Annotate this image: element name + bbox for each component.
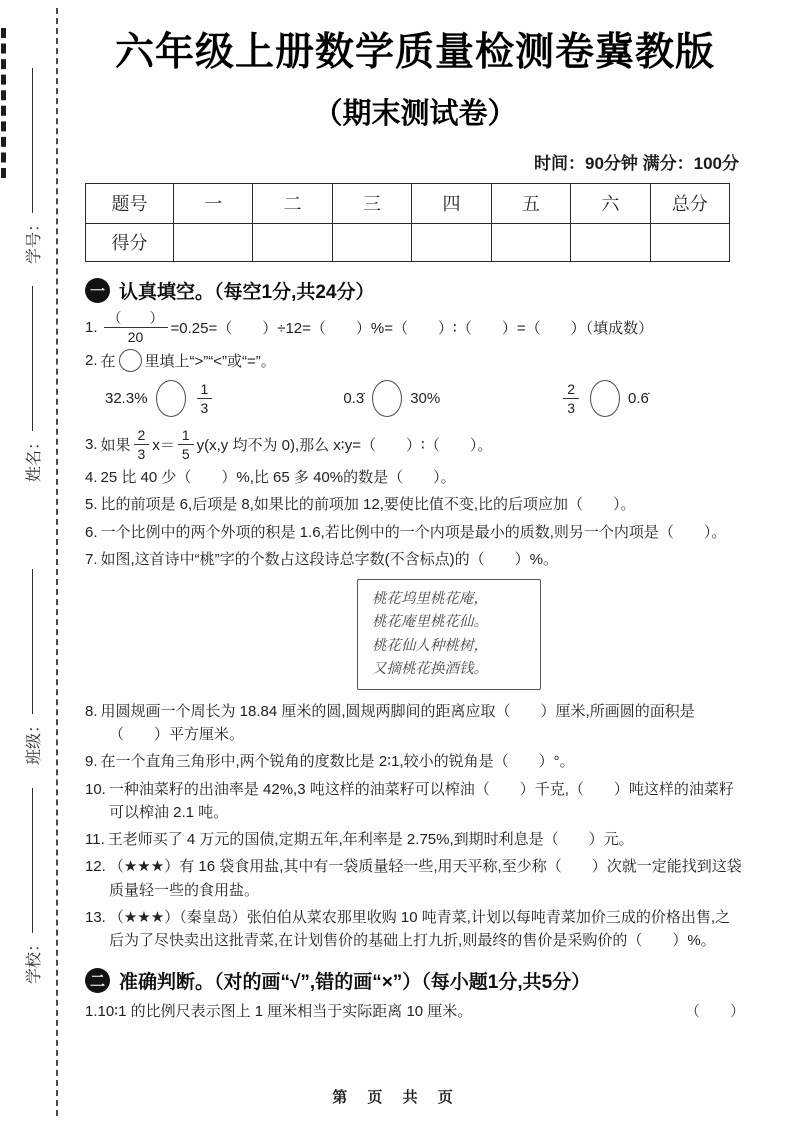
fraction xyxy=(197,381,213,416)
question-number: 1. xyxy=(85,1003,98,1021)
school-blank-line xyxy=(32,788,33,933)
score-header-cell: 总分 xyxy=(650,183,729,223)
sidebar-field-class xyxy=(20,569,44,765)
question-number: 5. xyxy=(85,496,98,514)
fraction xyxy=(178,427,194,462)
student-id-label: 学号： xyxy=(25,215,43,264)
score-table xyxy=(85,183,730,262)
fraction xyxy=(134,427,150,462)
exam-paper xyxy=(85,18,745,1029)
question-2 xyxy=(85,349,745,372)
question-number: 12. xyxy=(85,858,106,876)
question-text: 25 比 40 少（ ）%,比 65 多 40%的数是（ ）。 xyxy=(100,469,456,487)
question-6 xyxy=(85,521,745,544)
question-11 xyxy=(85,828,745,851)
poem-line: 又摘桃花换酒钱。 xyxy=(372,660,488,677)
question-7 xyxy=(85,548,745,571)
page-footer: 第 页 共 页 xyxy=(332,1089,461,1106)
page-subtitle: （期末测试卷） xyxy=(313,97,517,130)
question-2-comparison-items xyxy=(85,380,745,417)
sidebar-field-name xyxy=(20,286,44,482)
compare-circle-icon xyxy=(590,380,620,417)
fraction xyxy=(104,310,168,345)
question-10 xyxy=(85,778,745,825)
question-text: 10∶1 的比例尺表示图上 1 厘米相当于实际距离 10 厘米。 xyxy=(97,1003,473,1021)
fraction-denominator: 3 xyxy=(200,399,209,416)
question-text: 在一个直角三角形中,两个锐角的度数比是 2∶1,较小的锐角是（ ）°。 xyxy=(100,753,575,771)
question-number: 10. xyxy=(85,780,106,798)
question-number: 11. xyxy=(85,831,105,849)
section-two-header xyxy=(85,967,745,994)
question-number: 13. xyxy=(85,908,106,926)
class-blank-line xyxy=(32,569,33,714)
question-13 xyxy=(85,906,745,953)
score-cell xyxy=(650,223,729,261)
score-cell xyxy=(491,223,570,261)
section-one-number-icon: 一 xyxy=(85,278,110,303)
fraction-numerator: 1 xyxy=(178,427,194,445)
comparison-right-value: 0.6̇ xyxy=(628,389,649,407)
score-table-score-row xyxy=(86,223,730,261)
compare-circle-icon xyxy=(156,380,186,417)
question-number: 2. xyxy=(85,351,98,369)
score-header-cell: 题号 xyxy=(86,183,174,223)
score-cell xyxy=(253,223,332,261)
comparison-left-value: 0.3̇ xyxy=(343,389,365,407)
name-blank-line xyxy=(32,286,33,431)
score-table-header-row xyxy=(86,183,730,223)
question-text: 王老师买了 4 万元的国债,定期五年,年利率是 2.75%,到期时利息是（ ）元。 xyxy=(107,831,634,849)
sidebar-field-school xyxy=(20,788,44,984)
question-number: 3. xyxy=(85,436,98,454)
score-header-cell: 三 xyxy=(332,183,411,223)
fraction-numerator: 2 xyxy=(134,427,150,445)
section-two-number-icon: 二 xyxy=(85,968,110,993)
question-text: 在 xyxy=(100,352,116,370)
score-cell xyxy=(174,223,253,261)
question-number: 8. xyxy=(85,702,98,720)
fraction-numerator: 1 xyxy=(197,381,213,399)
poem-box xyxy=(357,579,541,690)
question-number: 6. xyxy=(85,523,98,541)
question-4 xyxy=(85,466,745,489)
question-12 xyxy=(85,855,745,902)
page-edge-marks xyxy=(1,28,6,178)
question-text: 一种油菜籽的出油率是 42%,3 吨这样的油菜籽可以榨油（ ）千克,（ ）吨这样的油菜籽可以榨油 2.1 吨。 xyxy=(108,780,734,821)
comparison-item-1 xyxy=(105,380,215,417)
question-text: （★★★）有 16 袋食用盐,其中有一袋质量轻一些,用天平称,至少称（ ）次就一定能找到这袋质量轻一些的食用盐。 xyxy=(108,858,742,899)
school-label: 学校： xyxy=(25,935,43,984)
question-8 xyxy=(85,700,745,747)
compare-circle-icon xyxy=(119,349,142,372)
question-number: 1. xyxy=(85,318,98,336)
judge-question-1 xyxy=(85,1000,745,1023)
question-number: 4. xyxy=(85,469,98,487)
fraction-numerator: 2 xyxy=(563,381,579,399)
fraction-denominator: 3 xyxy=(137,446,146,463)
fraction xyxy=(563,381,579,416)
name-label: 姓名： xyxy=(25,433,43,482)
fold-divider-line xyxy=(56,8,58,1116)
fraction-numerator: （ ） xyxy=(104,310,168,328)
section-one-title: 认真填空。（每空1分,共24分） xyxy=(119,281,375,303)
score-cell xyxy=(412,223,491,261)
question-number: 7. xyxy=(85,550,98,568)
question-text: 里填上“>”“<”或“=”。 xyxy=(144,352,276,370)
fraction-denominator: 5 xyxy=(181,446,190,463)
section-two-title: 准确判断。（对的画“√”,错的画“×”）（每小题1分,共5分） xyxy=(119,972,591,994)
judge-question-body xyxy=(85,1000,675,1023)
poem-line: 桃花坞里桃花庵， xyxy=(372,591,488,608)
question-text: 比的前项是 6,后项是 8,如果比的前项加 12,要使比值不变,比的后项应加（ ）。 xyxy=(100,496,636,514)
sidebar-field-student-id xyxy=(20,68,44,264)
comparison-left-value: 32.3% xyxy=(105,389,148,407)
question-9 xyxy=(85,750,745,773)
poem-line: 桃花庵里桃花仙。 xyxy=(372,614,488,631)
exam-meta: 时间：90分钟 满分：100分 xyxy=(534,153,739,173)
question-text: x＝ xyxy=(152,437,175,455)
question-text: 用圆规画一个周长为 18.84 厘米的圆,圆规两脚间的距离应取（ ）厘米,所画圆的面积是（ ）平方厘米。 xyxy=(100,702,695,744)
question-text: 如图,这首诗中“桃”字的个数占这段诗总字数(不含标点)的（ ）%。 xyxy=(100,550,559,568)
score-header-cell: 二 xyxy=(253,183,332,223)
comparison-right-value: 30% xyxy=(410,389,441,407)
compare-circle-icon xyxy=(372,380,402,417)
comparison-item-2 xyxy=(343,380,440,417)
student-id-blank-line xyxy=(32,68,33,213)
question-text: 一个比例中的两个外项的积是 1.6,若比例中的一个内项是最小的质数,则另一个内项是（ ）。 xyxy=(100,523,727,541)
score-header-cell: 六 xyxy=(571,183,650,223)
question-text: =0.25=（ ）÷12=（ ）%=（ ）∶（ ）=（ ）（填成数） xyxy=(170,319,654,337)
score-header-cell: 四 xyxy=(412,183,491,223)
fraction-denominator: 3 xyxy=(567,399,576,416)
question-5 xyxy=(85,493,745,516)
question-text: （★★★）（秦皇岛）张伯伯从菜农那里收购 10 吨青菜,计划以每吨青菜加价三成的价格出售,之后为了尽快卖出这批青菜,在计划售价的基础上打九折,则最终的售价是采购价的（ ）%。 xyxy=(108,908,731,950)
page-title: 六年级上册数学质量检测卷冀教版 xyxy=(114,31,715,74)
score-cell xyxy=(332,223,411,261)
comparison-item-3 xyxy=(560,380,649,417)
score-header-cell: 一 xyxy=(174,183,253,223)
fraction-denominator: 20 xyxy=(127,328,144,345)
question-1 xyxy=(85,310,745,345)
score-row-label: 得分 xyxy=(86,223,174,261)
poem-line: 桃花仙人种桃树， xyxy=(372,637,488,654)
question-number: 9. xyxy=(85,753,98,771)
answer-blank: （ ） xyxy=(684,1003,745,1021)
question-3 xyxy=(85,427,745,462)
score-cell xyxy=(571,223,650,261)
section-one-header xyxy=(85,277,745,304)
class-label: 班级： xyxy=(25,716,43,765)
score-header-cell: 五 xyxy=(491,183,570,223)
question-text: 如果 xyxy=(100,437,131,455)
question-text: y(x,y 均不为 0),那么 x∶y=（ ）∶（ ）。 xyxy=(196,437,493,455)
